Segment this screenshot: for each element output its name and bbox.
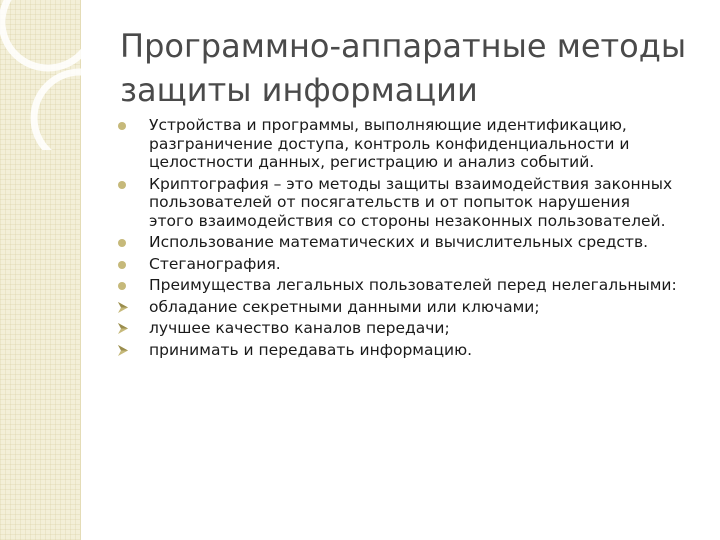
decorative-circles [0,0,120,150]
list-item-text: Использование математических и вычислительных средств. [149,233,649,251]
list-item [118,116,678,172]
bullet-dot-icon [118,122,126,130]
bullet-dot-icon [118,239,126,247]
list-item [118,319,678,338]
arrow-bullet-icon [118,302,128,313]
list-item-text: принимать и передавать информацию. [149,340,473,359]
list-item [118,233,678,252]
arrow-bullet-icon [118,323,128,334]
list-item-text: Преимущества легальных пользователей перед нелегальными: [149,276,677,294]
bullet-dot-icon [118,282,126,290]
list-item-text: Устройства и программы, выполняющие идентификацию, разграничение доступа, контроль конфиденциальности и целостности данных, регистрацию и анализ событий. [149,116,630,171]
bullet-dot-icon [118,261,126,269]
list-item [118,255,678,274]
list-item-text: лучшее качество каналов передачи; [149,319,450,337]
list-item [118,341,678,360]
list-item-text: Криптография – это методы защиты взаимодействия законных пользователей от посягательств и от попыток нарушения этого взаимодействия со стороны незаконных пользователей. [149,174,673,230]
slide-title: Программно-аппаратные методы защиты информации [120,27,687,109]
list-item [118,175,678,231]
list-item [118,298,678,317]
bullet-dot-icon [118,181,126,189]
list-item [118,276,678,295]
list-item-text: обладание секретными данными или ключами; [149,297,540,316]
bullet-list [118,116,678,362]
list-item-text: Стеганография. [149,254,281,273]
arrow-bullet-icon [118,345,128,356]
